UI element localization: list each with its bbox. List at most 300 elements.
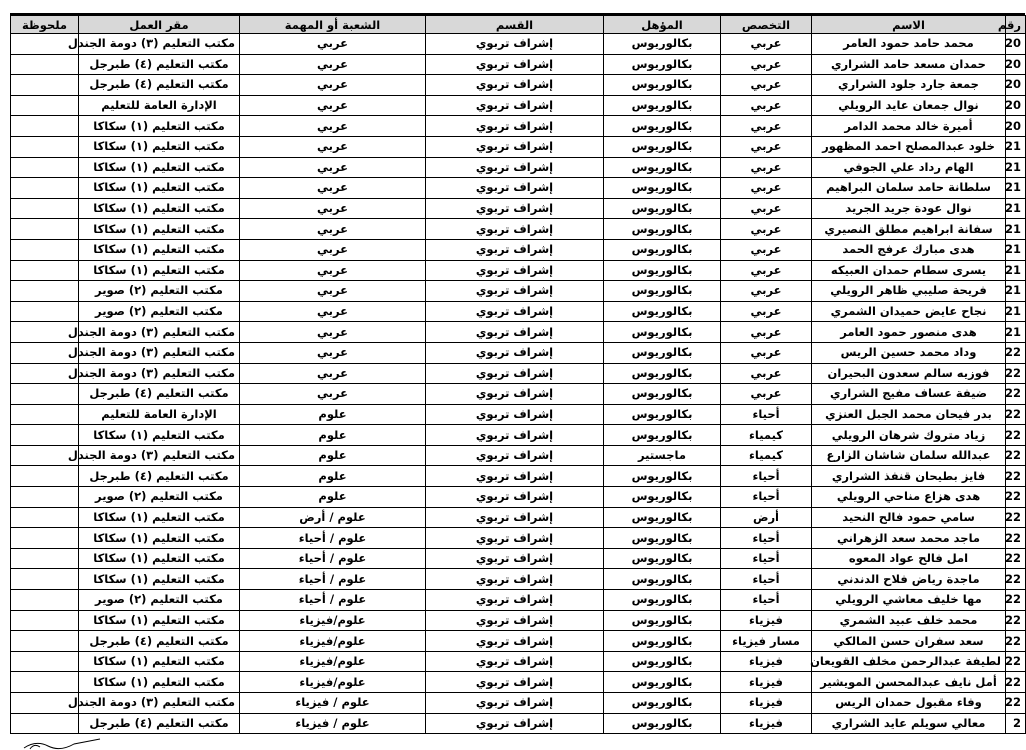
cell-workplace: مكتب التعليم (٣) دومة الجندل xyxy=(79,34,240,55)
cell-workplace: مكتب التعليم (١) سكاكا xyxy=(79,157,240,178)
table-row xyxy=(11,631,1026,652)
cell-task: علوم xyxy=(240,466,426,487)
cell-workplace: مكتب التعليم (١) سكاكا xyxy=(79,528,240,549)
cell-qualification: بكالوريوس xyxy=(604,693,721,714)
cell-name: حمدان مسعد حامد الشراري xyxy=(812,54,1006,75)
roster-body xyxy=(11,34,1026,734)
cell-task: عربي xyxy=(240,219,426,240)
cell-name: فايز بطيحان قنفذ الشراري xyxy=(812,466,1006,487)
cell-department: إشراف تربوي xyxy=(426,569,604,590)
cell-specialty: عربي xyxy=(721,75,812,96)
cell-num: 22 xyxy=(1006,507,1026,528)
header-name: الاسم xyxy=(812,16,1006,34)
cell-note xyxy=(11,239,79,260)
table-row xyxy=(11,693,1026,714)
cell-workplace: مكتب التعليم (٣) دومة الجندل xyxy=(79,363,240,384)
cell-department: إشراف تربوي xyxy=(426,281,604,302)
cell-specialty: عربي xyxy=(721,363,812,384)
table-row xyxy=(11,157,1026,178)
cell-num: 20 xyxy=(1006,75,1026,96)
cell-name: وداد محمد حسين الريس xyxy=(812,342,1006,363)
table-row xyxy=(11,466,1026,487)
cell-task: علوم / فيزياء xyxy=(240,713,426,734)
header-note: ملحوظة xyxy=(11,16,79,34)
cell-num: 22 xyxy=(1006,631,1026,652)
cell-workplace: مكتب التعليم (١) سكاكا xyxy=(79,116,240,137)
cell-num: 2 xyxy=(1006,713,1026,734)
cell-qualification: بكالوريوس xyxy=(604,528,721,549)
cell-workplace: مكتب التعليم (٤) طبرجل xyxy=(79,466,240,487)
cell-task: عربي xyxy=(240,157,426,178)
cell-task: عربي xyxy=(240,363,426,384)
cell-department: إشراف تربوي xyxy=(426,672,604,693)
cell-name: هدى منصور حمود العامر xyxy=(812,322,1006,343)
cell-workplace: مكتب التعليم (١) سكاكا xyxy=(79,198,240,219)
cell-name: هدى هزاع مناحي الرويلي xyxy=(812,487,1006,508)
table-row xyxy=(11,75,1026,96)
cell-name: نجاح عايض حميدان الشمري xyxy=(812,301,1006,322)
table-row xyxy=(11,672,1026,693)
cell-department: إشراف تربوي xyxy=(426,75,604,96)
cell-note xyxy=(11,54,79,75)
cell-note xyxy=(11,281,79,302)
cell-name: سفانة ابراهيم مطلق النصيري xyxy=(812,219,1006,240)
cell-department: إشراف تربوي xyxy=(426,219,604,240)
cell-department: إشراف تربوي xyxy=(426,384,604,405)
cell-qualification: بكالوريوس xyxy=(604,631,721,652)
cell-specialty: عربي xyxy=(721,384,812,405)
table-row xyxy=(11,590,1026,611)
cell-specialty: عربي xyxy=(721,322,812,343)
cell-qualification: بكالوريوس xyxy=(604,260,721,281)
cell-specialty: عربي xyxy=(721,239,812,260)
cell-specialty: عربي xyxy=(721,34,812,55)
cell-workplace: مكتب التعليم (٢) صوير xyxy=(79,301,240,322)
cell-note xyxy=(11,548,79,569)
handwritten-mark xyxy=(22,738,102,750)
staff-roster-table xyxy=(10,15,1026,734)
cell-task: علوم / أحياء xyxy=(240,569,426,590)
cell-qualification: بكالوريوس xyxy=(604,75,721,96)
cell-specialty: كيمياء xyxy=(721,425,812,446)
cell-note xyxy=(11,713,79,734)
cell-specialty: عربي xyxy=(721,198,812,219)
table-row xyxy=(11,95,1026,116)
cell-department: إشراف تربوي xyxy=(426,425,604,446)
cell-department: إشراف تربوي xyxy=(426,713,604,734)
cell-qualification: بكالوريوس xyxy=(604,548,721,569)
cell-qualification: بكالوريوس xyxy=(604,384,721,405)
cell-num: 22 xyxy=(1006,528,1026,549)
cell-qualification: بكالوريوس xyxy=(604,34,721,55)
cell-name: وفاء مقبول حمدان الريس xyxy=(812,693,1006,714)
cell-specialty: فيزياء xyxy=(721,672,812,693)
cell-note xyxy=(11,219,79,240)
cell-task: علوم / فيزياء xyxy=(240,693,426,714)
cell-department: إشراف تربوي xyxy=(426,651,604,672)
cell-specialty: كيمياء xyxy=(721,445,812,466)
cell-workplace: مكتب التعليم (١) سكاكا xyxy=(79,239,240,260)
cell-specialty: عربي xyxy=(721,95,812,116)
table-row xyxy=(11,384,1026,405)
cell-name: خلود عبدالمصلح احمد المظهور xyxy=(812,136,1006,157)
cell-workplace: مكتب التعليم (٢) صوير xyxy=(79,487,240,508)
cell-task: علوم xyxy=(240,445,426,466)
cell-num: 21 xyxy=(1006,239,1026,260)
table-row xyxy=(11,425,1026,446)
header-qualification: المؤهل xyxy=(604,16,721,34)
cell-qualification: بكالوريوس xyxy=(604,239,721,260)
cell-qualification: بكالوريوس xyxy=(604,281,721,302)
cell-note xyxy=(11,672,79,693)
cell-specialty: عربي xyxy=(721,301,812,322)
cell-name: جمعة جارد جلود الشراري xyxy=(812,75,1006,96)
header-workplace: مقر العمل xyxy=(79,16,240,34)
cell-name: نوال جمعان عايد الرويلي xyxy=(812,95,1006,116)
table-row xyxy=(11,322,1026,343)
cell-num: 22 xyxy=(1006,672,1026,693)
roster-sheet xyxy=(10,13,1025,734)
cell-qualification: بكالوريوس xyxy=(604,301,721,322)
cell-num: 22 xyxy=(1006,404,1026,425)
cell-task: عربي xyxy=(240,260,426,281)
header-specialty: التخصص xyxy=(721,16,812,34)
cell-name: معالي سويلم عايد الشراري xyxy=(812,713,1006,734)
cell-note xyxy=(11,95,79,116)
cell-qualification: بكالوريوس xyxy=(604,157,721,178)
cell-name: عبدالله سلمان شاشان الزارع xyxy=(812,445,1006,466)
cell-num: 22 xyxy=(1006,610,1026,631)
cell-note xyxy=(11,590,79,611)
cell-department: إشراف تربوي xyxy=(426,528,604,549)
cell-department: إشراف تربوي xyxy=(426,487,604,508)
cell-specialty: أحياء xyxy=(721,487,812,508)
header-department: القسم xyxy=(426,16,604,34)
cell-task: علوم/فيزياء xyxy=(240,651,426,672)
cell-num: 21 xyxy=(1006,322,1026,343)
cell-name: سلطانة حامد سلمان البراهيم xyxy=(812,178,1006,199)
cell-department: إشراف تربوي xyxy=(426,342,604,363)
cell-task: علوم xyxy=(240,425,426,446)
cell-specialty: أحياء xyxy=(721,404,812,425)
cell-task: علوم/فيزياء xyxy=(240,631,426,652)
table-row xyxy=(11,198,1026,219)
table-row xyxy=(11,219,1026,240)
cell-specialty: عربي xyxy=(721,342,812,363)
table-row xyxy=(11,507,1026,528)
cell-num: 21 xyxy=(1006,136,1026,157)
cell-department: إشراف تربوي xyxy=(426,239,604,260)
cell-department: إشراف تربوي xyxy=(426,116,604,137)
cell-num: 20 xyxy=(1006,116,1026,137)
cell-name: محمد خلف عبيد الشمري xyxy=(812,610,1006,631)
cell-num: 21 xyxy=(1006,219,1026,240)
cell-note xyxy=(11,301,79,322)
cell-num: 22 xyxy=(1006,548,1026,569)
table-row xyxy=(11,301,1026,322)
cell-workplace: مكتب التعليم (١) سكاكا xyxy=(79,672,240,693)
cell-name: أمل نايف عبدالمحسن المويشير xyxy=(812,672,1006,693)
cell-task: عربي xyxy=(240,116,426,137)
cell-specialty: فيزياء xyxy=(721,610,812,631)
cell-num: 21 xyxy=(1006,301,1026,322)
cell-department: إشراف تربوي xyxy=(426,34,604,55)
cell-num: 22 xyxy=(1006,384,1026,405)
cell-name: سامي حمود فالح النحيد xyxy=(812,507,1006,528)
cell-specialty: فيزياء xyxy=(721,693,812,714)
cell-qualification: بكالوريوس xyxy=(604,651,721,672)
cell-workplace: مكتب التعليم (٣) دومة الجندل xyxy=(79,693,240,714)
cell-task: علوم / أرض xyxy=(240,507,426,528)
cell-task: عربي xyxy=(240,301,426,322)
cell-qualification: بكالوريوس xyxy=(604,95,721,116)
cell-num: 22 xyxy=(1006,466,1026,487)
table-row xyxy=(11,569,1026,590)
cell-qualification: بكالوريوس xyxy=(604,590,721,611)
cell-num: 21 xyxy=(1006,260,1026,281)
cell-specialty: عربي xyxy=(721,116,812,137)
cell-department: إشراف تربوي xyxy=(426,198,604,219)
cell-specialty: عربي xyxy=(721,219,812,240)
cell-task: علوم / أحياء xyxy=(240,528,426,549)
cell-workplace: مكتب التعليم (٤) طبرجل xyxy=(79,713,240,734)
cell-num: 22 xyxy=(1006,363,1026,384)
cell-specialty: عربي xyxy=(721,54,812,75)
cell-num: 22 xyxy=(1006,445,1026,466)
cell-workplace: مكتب التعليم (٣) دومة الجندل xyxy=(79,445,240,466)
cell-task: عربي xyxy=(240,239,426,260)
cell-department: إشراف تربوي xyxy=(426,445,604,466)
header-task: الشعبة أو المهمة xyxy=(240,16,426,34)
cell-specialty: عربي xyxy=(721,260,812,281)
cell-task: علوم xyxy=(240,487,426,508)
table-row xyxy=(11,363,1026,384)
table-row xyxy=(11,239,1026,260)
table-row xyxy=(11,116,1026,137)
cell-qualification: بكالوريوس xyxy=(604,198,721,219)
cell-workplace: مكتب التعليم (١) سكاكا xyxy=(79,178,240,199)
cell-note xyxy=(11,487,79,508)
cell-note xyxy=(11,157,79,178)
table-row xyxy=(11,487,1026,508)
cell-num: 21 xyxy=(1006,198,1026,219)
cell-name: ماجد محمد سعد الزهراني xyxy=(812,528,1006,549)
cell-department: إشراف تربوي xyxy=(426,693,604,714)
cell-note xyxy=(11,466,79,487)
cell-note xyxy=(11,507,79,528)
cell-task: علوم / أحياء xyxy=(240,548,426,569)
table-row xyxy=(11,54,1026,75)
cell-workplace: مكتب التعليم (٤) طبرجل xyxy=(79,75,240,96)
cell-task: عربي xyxy=(240,198,426,219)
cell-task: عربي xyxy=(240,54,426,75)
cell-workplace: مكتب التعليم (٢) صوير xyxy=(79,590,240,611)
cell-workplace: مكتب التعليم (١) سكاكا xyxy=(79,219,240,240)
cell-note xyxy=(11,384,79,405)
cell-specialty: أحياء xyxy=(721,528,812,549)
cell-department: إشراف تربوي xyxy=(426,178,604,199)
cell-specialty: فيزياء xyxy=(721,713,812,734)
cell-task: عربي xyxy=(240,384,426,405)
cell-note xyxy=(11,75,79,96)
cell-note xyxy=(11,651,79,672)
table-row xyxy=(11,281,1026,302)
cell-workplace: مكتب التعليم (١) سكاكا xyxy=(79,507,240,528)
cell-specialty: أحياء xyxy=(721,466,812,487)
cell-name: فوزيه سالم سعدون البحيران xyxy=(812,363,1006,384)
cell-qualification: بكالوريوس xyxy=(604,466,721,487)
cell-specialty: عربي xyxy=(721,178,812,199)
cell-department: إشراف تربوي xyxy=(426,610,604,631)
cell-name: أميرة خالد محمد الدامر xyxy=(812,116,1006,137)
cell-num: 21 xyxy=(1006,281,1026,302)
cell-name: زياد متروك شرهان الرويلي xyxy=(812,425,1006,446)
cell-name: محمد حامد حمود العامر xyxy=(812,34,1006,55)
table-row xyxy=(11,178,1026,199)
cell-name: سعد سفران حسن المالكي xyxy=(812,631,1006,652)
cell-department: إشراف تربوي xyxy=(426,631,604,652)
cell-qualification: بكالوريوس xyxy=(604,322,721,343)
cell-specialty: عربي xyxy=(721,136,812,157)
cell-num: 20 xyxy=(1006,54,1026,75)
cell-specialty: أحياء xyxy=(721,569,812,590)
cell-workplace: مكتب التعليم (٢) صوير xyxy=(79,281,240,302)
cell-name: امل فالح عواد المعوه xyxy=(812,548,1006,569)
cell-workplace: مكتب التعليم (١) سكاكا xyxy=(79,610,240,631)
cell-qualification: بكالوريوس xyxy=(604,178,721,199)
cell-specialty: عربي xyxy=(721,281,812,302)
cell-num: 20 xyxy=(1006,34,1026,55)
cell-name: لطيفة عبدالرحمن مخلف القويعان xyxy=(812,651,1006,672)
cell-workplace: مكتب التعليم (٤) طبرجل xyxy=(79,54,240,75)
cell-specialty: مسار فيزياء xyxy=(721,631,812,652)
cell-qualification: بكالوريوس xyxy=(604,487,721,508)
cell-workplace: الإدارة العامة للتعليم xyxy=(79,404,240,425)
cell-specialty: أرض xyxy=(721,507,812,528)
cell-num: 22 xyxy=(1006,693,1026,714)
cell-task: عربي xyxy=(240,95,426,116)
table-row xyxy=(11,651,1026,672)
cell-note xyxy=(11,631,79,652)
cell-department: إشراف تربوي xyxy=(426,363,604,384)
cell-workplace: مكتب التعليم (١) سكاكا xyxy=(79,651,240,672)
cell-workplace: مكتب التعليم (٣) دومة الجندل xyxy=(79,342,240,363)
cell-name: يسرى سطام حمدان العبيكه xyxy=(812,260,1006,281)
cell-workplace: مكتب التعليم (١) سكاكا xyxy=(79,548,240,569)
cell-qualification: بكالوريوس xyxy=(604,54,721,75)
cell-department: إشراف تربوي xyxy=(426,95,604,116)
cell-qualification: بكالوريوس xyxy=(604,672,721,693)
cell-department: إشراف تربوي xyxy=(426,548,604,569)
table-row xyxy=(11,548,1026,569)
cell-workplace: مكتب التعليم (١) سكاكا xyxy=(79,425,240,446)
cell-department: إشراف تربوي xyxy=(426,301,604,322)
cell-department: إشراف تربوي xyxy=(426,54,604,75)
cell-note xyxy=(11,528,79,549)
cell-specialty: عربي xyxy=(721,157,812,178)
cell-note xyxy=(11,116,79,137)
cell-department: إشراف تربوي xyxy=(426,322,604,343)
cell-num: 21 xyxy=(1006,157,1026,178)
cell-num: 21 xyxy=(1006,178,1026,199)
cell-name: الهام رداد علي الجوفي xyxy=(812,157,1006,178)
table-row xyxy=(11,136,1026,157)
cell-task: عربي xyxy=(240,322,426,343)
cell-specialty: أحياء xyxy=(721,548,812,569)
cell-department: إشراف تربوي xyxy=(426,404,604,425)
table-row xyxy=(11,713,1026,734)
table-row xyxy=(11,445,1026,466)
cell-name: مها خليف معاشي الرويلي xyxy=(812,590,1006,611)
cell-num: 20 xyxy=(1006,95,1026,116)
cell-department: إشراف تربوي xyxy=(426,590,604,611)
cell-name: فريحة صليبي ظاهر الرويلي xyxy=(812,281,1006,302)
cell-department: إشراف تربوي xyxy=(426,157,604,178)
cell-qualification: بكالوريوس xyxy=(604,116,721,137)
cell-department: إشراف تربوي xyxy=(426,507,604,528)
cell-specialty: فيزياء xyxy=(721,651,812,672)
table-row xyxy=(11,404,1026,425)
cell-task: عربي xyxy=(240,136,426,157)
cell-qualification: بكالوريوس xyxy=(604,342,721,363)
cell-name: ماجدة رياض فلاح الدندني xyxy=(812,569,1006,590)
cell-qualification: بكالوريوس xyxy=(604,219,721,240)
cell-qualification: بكالوريوس xyxy=(604,136,721,157)
cell-name: نوال عودة جريد الجريد xyxy=(812,198,1006,219)
cell-qualification: بكالوريوس xyxy=(604,363,721,384)
cell-task: عربي xyxy=(240,281,426,302)
cell-department: إشراف تربوي xyxy=(426,260,604,281)
cell-name: بدر فيحان محمد الجبل العنزي xyxy=(812,404,1006,425)
cell-department: إشراف تربوي xyxy=(426,136,604,157)
table-row xyxy=(11,34,1026,55)
cell-department: إشراف تربوي xyxy=(426,466,604,487)
cell-note xyxy=(11,610,79,631)
cell-qualification: بكالوريوس xyxy=(604,713,721,734)
cell-num: 22 xyxy=(1006,342,1026,363)
cell-num: 22 xyxy=(1006,487,1026,508)
cell-workplace: مكتب التعليم (٣) دومة الجندل xyxy=(79,322,240,343)
cell-qualification: بكالوريوس xyxy=(604,610,721,631)
cell-task: عربي xyxy=(240,75,426,96)
cell-note xyxy=(11,404,79,425)
cell-workplace: مكتب التعليم (١) سكاكا xyxy=(79,136,240,157)
cell-qualification: بكالوريوس xyxy=(604,507,721,528)
cell-name: هدى مبارك عرفج الحمد xyxy=(812,239,1006,260)
cell-note xyxy=(11,425,79,446)
cell-workplace: مكتب التعليم (١) سكاكا xyxy=(79,569,240,590)
cell-workplace: مكتب التعليم (١) سكاكا xyxy=(79,260,240,281)
cell-name: ضيفة عساف مفيج الشراري xyxy=(812,384,1006,405)
cell-qualification: ماجستير xyxy=(604,445,721,466)
table-row xyxy=(11,260,1026,281)
cell-workplace: الإدارة العامة للتعليم xyxy=(79,95,240,116)
cell-note xyxy=(11,136,79,157)
cell-qualification: بكالوريوس xyxy=(604,425,721,446)
cell-task: علوم xyxy=(240,404,426,425)
cell-task: عربي xyxy=(240,34,426,55)
header-row xyxy=(11,16,1026,34)
table-row xyxy=(11,528,1026,549)
cell-qualification: بكالوريوس xyxy=(604,404,721,425)
cell-note xyxy=(11,260,79,281)
cell-workplace: مكتب التعليم (٤) طبرجل xyxy=(79,384,240,405)
table-row xyxy=(11,610,1026,631)
cell-num: 22 xyxy=(1006,425,1026,446)
header-num: رقم xyxy=(1006,16,1026,34)
cell-task: عربي xyxy=(240,178,426,199)
cell-note xyxy=(11,198,79,219)
